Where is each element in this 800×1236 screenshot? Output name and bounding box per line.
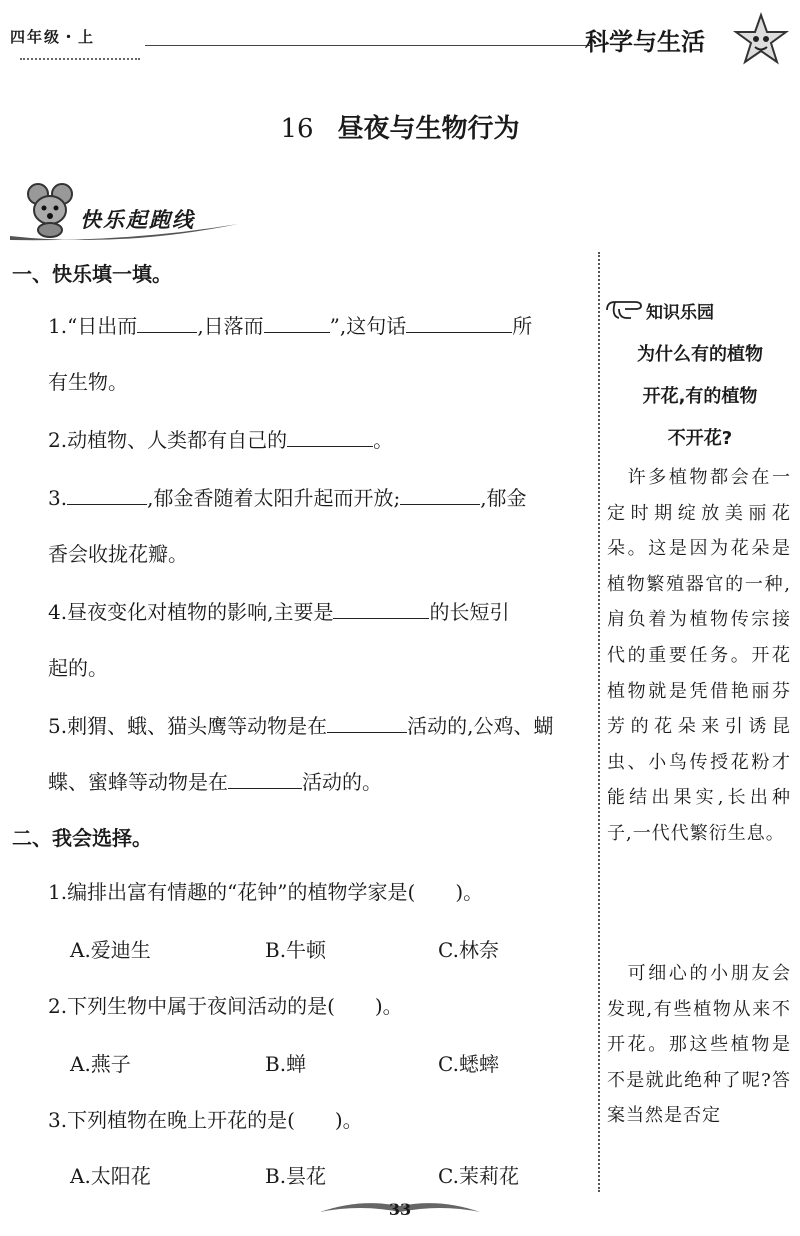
page-number: 33 [388, 1200, 412, 1219]
sidebar-paragraph-1: 许多植物都会在一定时期绽放美丽花朵。这是因为花朵是植物繁殖器官的一种,肩负着为植物传宗接代的重要任务。开花植物就是凭借艳丽芬芳的花朵来引诱昆虫、小鸟传授花粉才能结出果实,长出种子,一代代繁衍生息。 [607, 467, 791, 844]
blank[interactable] [228, 770, 302, 789]
question-1-3: 3. ,郁金香随着太阳升起而开放; ,郁金 [48, 486, 527, 510]
section2-heading: 二、我会选择。 [12, 826, 152, 850]
sidebar-title: 知识乐园 [646, 303, 714, 323]
sidebar-question-line-3: 不开花? [667, 428, 733, 449]
header-series-title: 科学与生活 [585, 28, 705, 56]
question-1-2: 2.动植物、人类都有自己的 。 [48, 428, 394, 452]
blank[interactable] [333, 600, 429, 619]
header-dotted-decoration [20, 52, 140, 60]
question-1-4: 4.昼夜变化对植物的影响,主要是 的长短引 [48, 600, 510, 624]
header-grade-label: 四年级・上 [10, 28, 96, 46]
question-1-1-continued: 有生物。 [48, 370, 128, 394]
option-b[interactable]: B.牛顿 [265, 938, 327, 962]
question-2-1-stem: 1.编排出富有情趣的“花钟”的植物学家是( )。 [48, 880, 484, 904]
option-b[interactable]: B.昙花 [265, 1164, 327, 1188]
question-1-5-continued: 蝶、蜜蜂等动物是在 活动的。 [48, 770, 382, 794]
question-2-3-stem: 3.下列植物在晚上开花的是( )。 [48, 1108, 363, 1132]
option-a[interactable]: A.太阳花 [70, 1164, 151, 1188]
question-1-1: 1.“日出而 ,日落而 ”,这句话 所 [48, 314, 533, 338]
blank[interactable] [264, 314, 330, 333]
option-a[interactable]: A.爱迪生 [70, 938, 151, 962]
section1-heading: 一、快乐填一填。 [12, 262, 172, 286]
question-1-3-continued: 香会收拢花瓣。 [48, 542, 188, 566]
option-b[interactable]: B.蝉 [265, 1052, 307, 1076]
star-mascot-icon [732, 12, 790, 70]
question-2-2-stem: 2.下列生物中属于夜间活动的是( )。 [48, 994, 403, 1018]
option-c[interactable]: C.茉莉花 [438, 1164, 519, 1188]
question-1-4-continued: 起的。 [48, 656, 108, 680]
option-a[interactable]: A.燕子 [70, 1052, 131, 1076]
blank[interactable] [287, 428, 373, 447]
sidebar-question-line-1: 为什么有的植物 [637, 344, 763, 365]
blank[interactable] [67, 486, 147, 505]
pointing-hand-icon [605, 294, 645, 322]
lesson-title [0, 108, 800, 145]
lesson-title-text: 昼夜与生物行为 [337, 114, 520, 144]
section-banner-label: 快乐起跑线 [80, 208, 195, 232]
sidebar-question-line-2: 开花,有的植物 [642, 386, 758, 407]
sidebar-paragraph-2: 可细心的小朋友会发现,有些植物从来不开花。那这些植物是不是就此绝种了呢?答案当然是否定 [607, 963, 791, 1127]
blank[interactable] [327, 714, 407, 733]
option-c[interactable]: C.林奈 [438, 938, 499, 962]
lesson-number: 16 [280, 114, 314, 144]
question-1-5: 5.刺猬、蛾、猫头鹰等动物是在 活动的,公鸡、蝴 [48, 714, 554, 738]
blank[interactable] [406, 314, 512, 333]
blank[interactable] [400, 486, 480, 505]
blank[interactable] [137, 314, 197, 333]
header-rule [145, 45, 590, 46]
option-c[interactable]: C.蟋蟀 [438, 1052, 499, 1076]
